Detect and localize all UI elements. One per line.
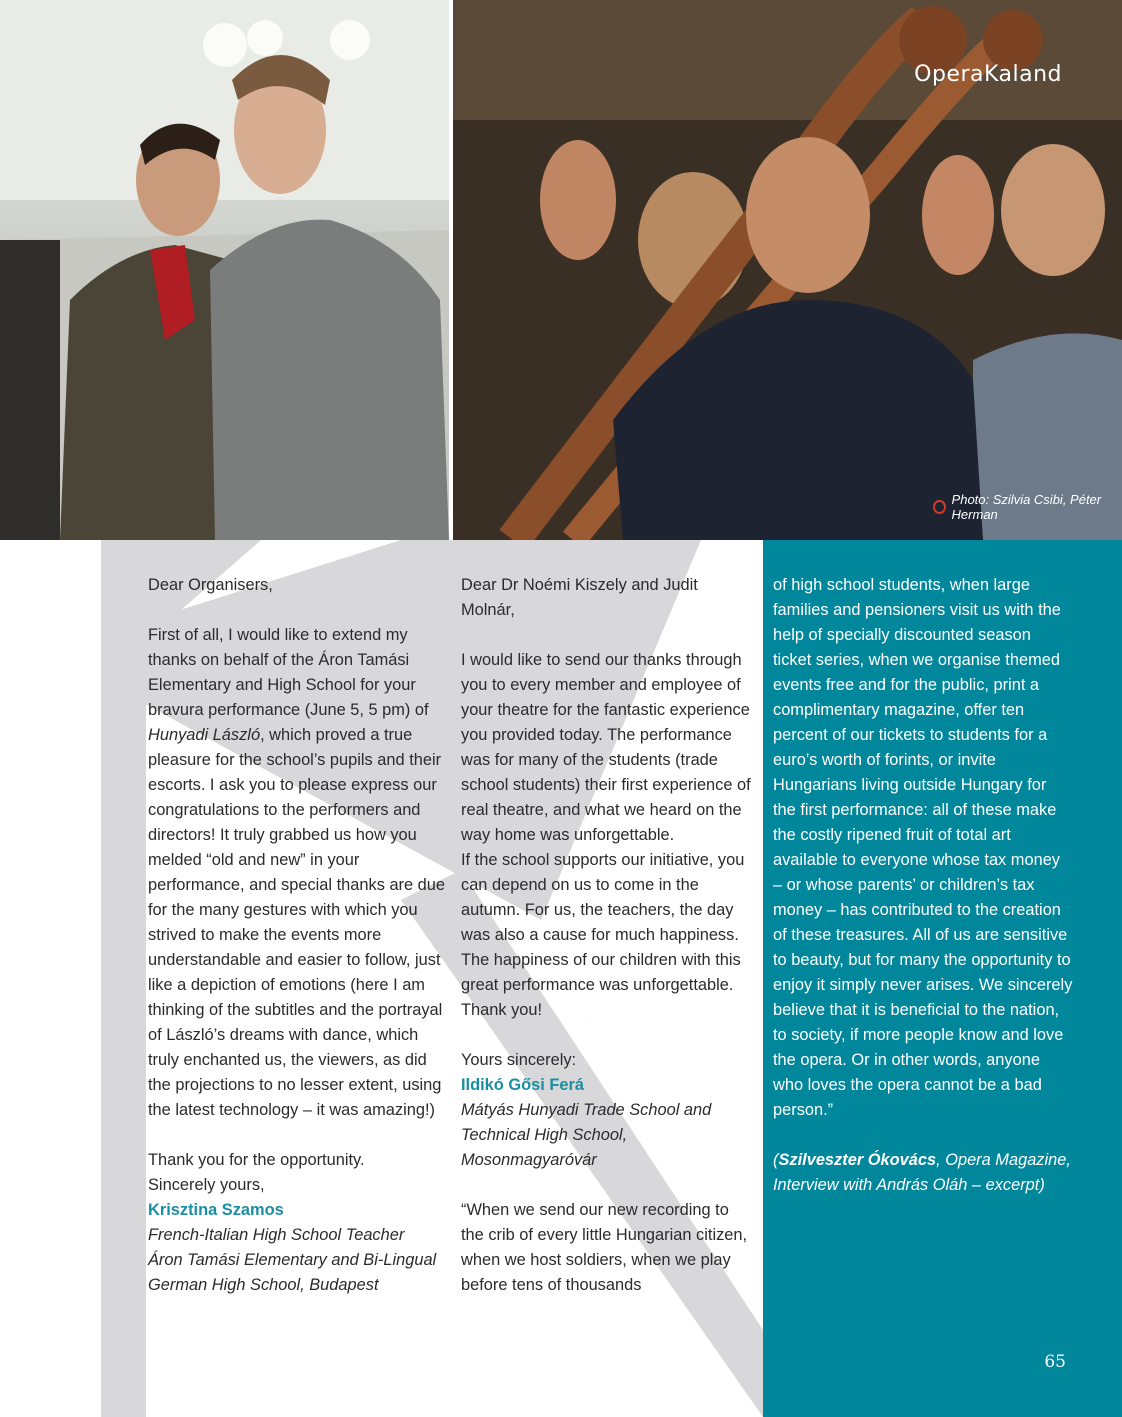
photo-caption — [933, 492, 1122, 522]
letter-2-signer: Ildikó Gősi Ferá — [461, 1076, 584, 1094]
quote-author: Szilveszter Ókovács — [778, 1151, 937, 1169]
photo-left — [0, 0, 449, 540]
quote-attribution — [773, 1148, 1073, 1198]
letter-1-body-part-b: , which proved a true pleasure for the school’s pupils and their escorts. I ask you to please express our congratulations to the performers and directors! It truly grabbed us how you melded “old and new” in your performance, and special thanks are due for the many gestures with which you strived to make the events more understandable and easier to follow, just like a depiction of emotions (here I am thinking of the subtitles and the portrayal of László’s dreams with dance, which truly enchanted us, the viewers, as did the projections to no lesser extent, using the latest technology – it was amazing!) — [148, 726, 446, 1119]
letter-1-closing-2: Sincerely yours, — [148, 1176, 265, 1194]
photo-credit: Photo: Szilvia Csibi, Péter Herman — [951, 492, 1102, 522]
quote-part-1: “When we send our new recording to the crib of every little Hungarian citizen, when we host soldiers, when we play before tens of thousands — [461, 1201, 748, 1294]
letter-2-greeting: Dear Dr Noémi Kiszely and Judit Molnár, — [461, 576, 698, 619]
letter-1-closing-1: Thank you for the opportunity. — [148, 1151, 365, 1169]
quote-attribution-open: ( — [773, 1151, 779, 1169]
caption-circle-icon — [933, 500, 946, 514]
photo-left-illustration — [0, 0, 449, 540]
quote-part-2: of high school students, when large families and pensioners visit us with the help of specially discounted season ticket series, when we organise themed events free and for the public, print a complimentary magazine, offer ten percent of our tickets to students for a euro’s worth of forints, or invite Hungarians living outside Hungary for the first performance: all of these make the costly ripened fruit of total art available to everyone whose tax money – or whose parents’ or children’s tax money – has contributed to the creation of these treasures. All of us are sensitive to beauty, but for many the opportunity to enjoy it simply never arises. We sincerely believe that it is beneficial to the nation, to society, if more people know and love the opera. Or in other words, anyone who loves the opera cannot be a bad person.” — [773, 576, 1073, 1119]
brand-logo: OperaKaland — [914, 62, 1062, 87]
letter-2-closing: Yours sincerely: — [461, 1051, 577, 1069]
letter-2-body-2: If the school supports our initiative, you can depend on us to come in the autumn. For us, the teachers, the day was also a cause for much happiness. The happiness of our children with this great performance was unforgettable. Thank you! — [461, 851, 745, 1019]
quote-column — [773, 573, 1073, 1198]
quote-source: , Opera Magazine, Interview with András Oláh – excerpt) — [773, 1151, 1071, 1194]
letter-1-institution: Áron Tamási Elementary and Bi-Lingual German High School, Budapest — [148, 1251, 437, 1294]
letter-1-greeting: Dear Organisers, — [148, 576, 273, 594]
letter-1-body-part-a: First of all, I would like to extend my thanks on behalf of the Áron Tamási Elementary and High School for your bravura performance (June 5, 5 pm) of — [148, 626, 429, 719]
letter-2 — [461, 573, 753, 1298]
letter-2-body-1: I would like to send our thanks through you to every member and employee of your theatre for the fantastic experience you provided today. The performance was for many of the students (trade school students) their first experience of real theatre, and what we heard on the way home was unforgettable. — [461, 651, 751, 844]
photo-right — [453, 0, 1122, 540]
letter-1-role: French-Italian High School Teacher — [148, 1226, 405, 1244]
page-number: 65 — [1044, 1352, 1066, 1372]
letter-1-body — [148, 623, 448, 1123]
letter-1 — [148, 573, 448, 1298]
letter-2-institution: Mátyás Hunyadi Trade School and Technical High School, Mosonmagyaróvár — [461, 1101, 712, 1169]
letter-1-signer: Krisztina Szamos — [148, 1201, 284, 1219]
opera-title: Hunyadi László — [148, 726, 261, 744]
